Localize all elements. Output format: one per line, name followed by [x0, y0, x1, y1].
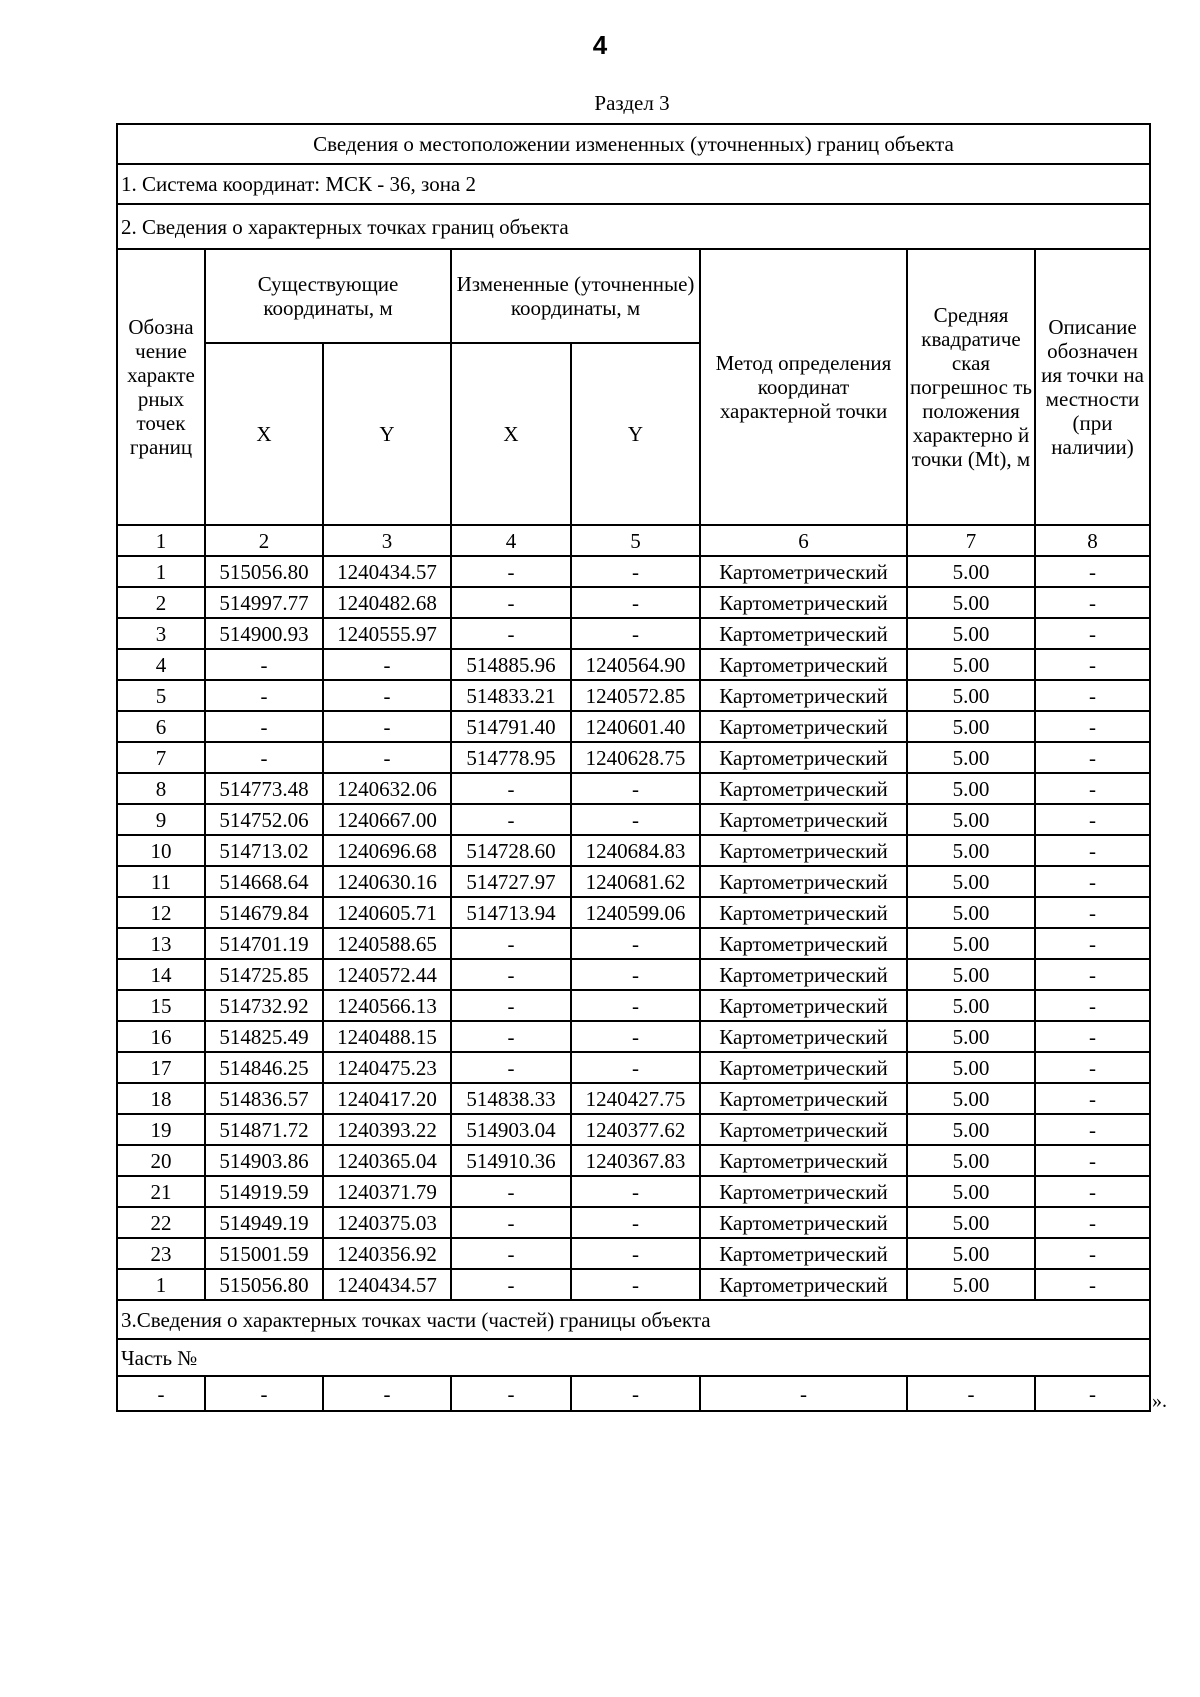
- point-number: 13: [117, 928, 205, 959]
- column-number: 1: [117, 525, 205, 556]
- changed-x: -: [451, 618, 571, 649]
- error-mt: 5.00: [907, 1114, 1035, 1145]
- changed-x: -: [451, 990, 571, 1021]
- existing-y: -: [323, 742, 451, 773]
- error-mt: 5.00: [907, 649, 1035, 680]
- existing-y: 1240365.04: [323, 1145, 451, 1176]
- method: Картометрический: [700, 742, 907, 773]
- existing-x: 514732.92: [205, 990, 323, 1021]
- changed-x: -: [451, 928, 571, 959]
- boundary-table: [116, 123, 1151, 1412]
- existing-y: 1240630.16: [323, 866, 451, 897]
- error-mt: 5.00: [907, 866, 1035, 897]
- point-number: 2: [117, 587, 205, 618]
- empty-part-row: [117, 1376, 1150, 1411]
- point-number: 5: [117, 680, 205, 711]
- changed-y: 1240572.85: [571, 680, 700, 711]
- changed-y: 1240427.75: [571, 1083, 700, 1114]
- existing-x: -: [205, 711, 323, 742]
- point-number: 12: [117, 897, 205, 928]
- table-row: [117, 649, 1150, 680]
- method: Картометрический: [700, 1114, 907, 1145]
- existing-x: 514725.85: [205, 959, 323, 990]
- existing-x: 515001.59: [205, 1238, 323, 1269]
- error-mt: 5.00: [907, 1176, 1035, 1207]
- changed-y: 1240684.83: [571, 835, 700, 866]
- error-mt: 5.00: [907, 897, 1035, 928]
- method: Картометрический: [700, 1083, 907, 1114]
- changed-x: 514727.97: [451, 866, 571, 897]
- error-mt: 5.00: [907, 1238, 1035, 1269]
- changed-y: -: [571, 1238, 700, 1269]
- empty-cell: -: [451, 1376, 571, 1411]
- changed-x: -: [451, 1269, 571, 1300]
- existing-x: -: [205, 680, 323, 711]
- point-number: 4: [117, 649, 205, 680]
- changed-y: -: [571, 1021, 700, 1052]
- description: -: [1035, 1021, 1150, 1052]
- existing-y: 1240588.65: [323, 928, 451, 959]
- point-number: 19: [117, 1114, 205, 1145]
- error-mt: 5.00: [907, 711, 1035, 742]
- changed-y: 1240599.06: [571, 897, 700, 928]
- table-row: [117, 928, 1150, 959]
- empty-cell: -: [205, 1376, 323, 1411]
- header-designation: Обозна чение характе рных точек границ: [117, 249, 205, 525]
- table-title: Сведения о местоположении измененных (уточненных) границ объекта: [117, 124, 1150, 164]
- points-heading: 2. Сведения о характерных точках границ объекта: [117, 204, 1150, 249]
- error-mt: 5.00: [907, 804, 1035, 835]
- point-number: 8: [117, 773, 205, 804]
- point-number: 16: [117, 1021, 205, 1052]
- point-number: 22: [117, 1207, 205, 1238]
- description: -: [1035, 1176, 1150, 1207]
- existing-x: 514668.64: [205, 866, 323, 897]
- description: -: [1035, 1238, 1150, 1269]
- changed-x: -: [451, 587, 571, 618]
- existing-x: 514919.59: [205, 1176, 323, 1207]
- changed-y: -: [571, 959, 700, 990]
- description: -: [1035, 1052, 1150, 1083]
- changed-y: -: [571, 556, 700, 587]
- existing-x: 514679.84: [205, 897, 323, 928]
- changed-y: -: [571, 773, 700, 804]
- error-mt: 5.00: [907, 618, 1035, 649]
- method: Картометрический: [700, 1176, 907, 1207]
- method: Картометрический: [700, 928, 907, 959]
- table-row: [117, 556, 1150, 587]
- changed-y: -: [571, 1207, 700, 1238]
- method: Картометрический: [700, 680, 907, 711]
- method: Картометрический: [700, 649, 907, 680]
- changed-x: -: [451, 1052, 571, 1083]
- changed-x: -: [451, 1207, 571, 1238]
- existing-y: 1240475.23: [323, 1052, 451, 1083]
- column-number-row: [117, 525, 1150, 556]
- existing-y: 1240566.13: [323, 990, 451, 1021]
- changed-y: -: [571, 928, 700, 959]
- changed-y: -: [571, 1269, 700, 1300]
- method: Картометрический: [700, 897, 907, 928]
- point-number: 1: [117, 556, 205, 587]
- parts-heading: 3.Сведения о характерных точках части (частей) границы объекта: [117, 1300, 1150, 1339]
- table-row: [117, 618, 1150, 649]
- existing-y: -: [323, 711, 451, 742]
- existing-x: 514903.86: [205, 1145, 323, 1176]
- changed-x: -: [451, 556, 571, 587]
- changed-x: -: [451, 1238, 571, 1269]
- closing-mark: ».: [1152, 1390, 1167, 1412]
- error-mt: 5.00: [907, 835, 1035, 866]
- table-row: [117, 1207, 1150, 1238]
- existing-y: 1240488.15: [323, 1021, 451, 1052]
- description: -: [1035, 897, 1150, 928]
- description: -: [1035, 773, 1150, 804]
- header-error: Средняя квадратиче ская погрешнос ть положения характерно й точки (Mt), м: [907, 249, 1035, 525]
- existing-y: 1240356.92: [323, 1238, 451, 1269]
- existing-y: 1240434.57: [323, 1269, 451, 1300]
- changed-x: -: [451, 804, 571, 835]
- method: Картометрический: [700, 866, 907, 897]
- column-number: 7: [907, 525, 1035, 556]
- table-row: [117, 773, 1150, 804]
- error-mt: 5.00: [907, 959, 1035, 990]
- description: -: [1035, 742, 1150, 773]
- section-label: Раздел 3: [594, 91, 670, 115]
- header-changed-y: Y: [571, 343, 700, 525]
- method: Картометрический: [700, 835, 907, 866]
- description: -: [1035, 959, 1150, 990]
- error-mt: 5.00: [907, 556, 1035, 587]
- method: Картометрический: [700, 773, 907, 804]
- column-number: 5: [571, 525, 700, 556]
- method: Картометрический: [700, 1052, 907, 1083]
- changed-y: 1240681.62: [571, 866, 700, 897]
- existing-y: 1240605.71: [323, 897, 451, 928]
- column-number: 4: [451, 525, 571, 556]
- empty-cell: -: [1035, 1376, 1150, 1411]
- changed-x: -: [451, 773, 571, 804]
- changed-y: -: [571, 990, 700, 1021]
- error-mt: 5.00: [907, 587, 1035, 618]
- changed-x: 514903.04: [451, 1114, 571, 1145]
- description: -: [1035, 680, 1150, 711]
- changed-y: -: [571, 618, 700, 649]
- description: -: [1035, 804, 1150, 835]
- existing-y: 1240572.44: [323, 959, 451, 990]
- point-number: 3: [117, 618, 205, 649]
- existing-x: 514949.19: [205, 1207, 323, 1238]
- changed-y: -: [571, 1176, 700, 1207]
- coordinate-system: 1. Система координат: МСК - 36, зона 2: [117, 164, 1150, 204]
- error-mt: 5.00: [907, 1269, 1035, 1300]
- error-mt: 5.00: [907, 1083, 1035, 1114]
- method: Картометрический: [700, 1238, 907, 1269]
- changed-y: -: [571, 1052, 700, 1083]
- table-row: [117, 1176, 1150, 1207]
- description: -: [1035, 711, 1150, 742]
- existing-x: 514871.72: [205, 1114, 323, 1145]
- table-row: [117, 804, 1150, 835]
- existing-x: -: [205, 742, 323, 773]
- changed-x: 514791.40: [451, 711, 571, 742]
- table-row: [117, 897, 1150, 928]
- page-number: 4: [592, 30, 608, 60]
- description: -: [1035, 1269, 1150, 1300]
- existing-y: 1240375.03: [323, 1207, 451, 1238]
- table-row: [117, 1052, 1150, 1083]
- existing-x: 514752.06: [205, 804, 323, 835]
- existing-y: 1240371.79: [323, 1176, 451, 1207]
- error-mt: 5.00: [907, 680, 1035, 711]
- method: Картометрический: [700, 711, 907, 742]
- changed-y: 1240377.62: [571, 1114, 700, 1145]
- column-number: 6: [700, 525, 907, 556]
- point-number: 14: [117, 959, 205, 990]
- header-method: Метод определения координат характерной точки: [700, 249, 907, 525]
- existing-x: -: [205, 649, 323, 680]
- existing-y: 1240434.57: [323, 556, 451, 587]
- header-existing-x: X: [205, 343, 323, 525]
- changed-x: 514833.21: [451, 680, 571, 711]
- point-number: 18: [117, 1083, 205, 1114]
- empty-cell: -: [907, 1376, 1035, 1411]
- existing-y: -: [323, 649, 451, 680]
- table-row: [117, 1114, 1150, 1145]
- point-number: 7: [117, 742, 205, 773]
- method: Картометрический: [700, 556, 907, 587]
- point-number: 15: [117, 990, 205, 1021]
- table-row: [117, 1083, 1150, 1114]
- description: -: [1035, 649, 1150, 680]
- point-number: 23: [117, 1238, 205, 1269]
- description: -: [1035, 556, 1150, 587]
- existing-y: -: [323, 680, 451, 711]
- method: Картометрический: [700, 959, 907, 990]
- description: -: [1035, 866, 1150, 897]
- existing-y: 1240696.68: [323, 835, 451, 866]
- changed-x: 514728.60: [451, 835, 571, 866]
- existing-y: 1240417.20: [323, 1083, 451, 1114]
- changed-y: -: [571, 587, 700, 618]
- header-changed-coordinates: Измененные (уточненные) координаты, м: [451, 249, 700, 343]
- method: Картометрический: [700, 1269, 907, 1300]
- changed-y: 1240564.90: [571, 649, 700, 680]
- changed-y: -: [571, 804, 700, 835]
- method: Картометрический: [700, 990, 907, 1021]
- point-number: 11: [117, 866, 205, 897]
- changed-x: -: [451, 959, 571, 990]
- table-row: [117, 1238, 1150, 1269]
- part-number-label: Часть №: [117, 1339, 1150, 1376]
- description: -: [1035, 1083, 1150, 1114]
- method: Картометрический: [700, 618, 907, 649]
- empty-cell: -: [117, 1376, 205, 1411]
- existing-x: 514836.57: [205, 1083, 323, 1114]
- error-mt: 5.00: [907, 1021, 1035, 1052]
- changed-x: 514778.95: [451, 742, 571, 773]
- existing-x: 514997.77: [205, 587, 323, 618]
- column-number: 3: [323, 525, 451, 556]
- error-mt: 5.00: [907, 742, 1035, 773]
- existing-y: 1240555.97: [323, 618, 451, 649]
- changed-x: 514838.33: [451, 1083, 571, 1114]
- header-changed-x: X: [451, 343, 571, 525]
- existing-x: 514773.48: [205, 773, 323, 804]
- point-number: 17: [117, 1052, 205, 1083]
- existing-y: 1240482.68: [323, 587, 451, 618]
- method: Картометрический: [700, 804, 907, 835]
- description: -: [1035, 618, 1150, 649]
- changed-x: 514910.36: [451, 1145, 571, 1176]
- description: -: [1035, 587, 1150, 618]
- table-row: [117, 587, 1150, 618]
- column-number: 2: [205, 525, 323, 556]
- method: Картометрический: [700, 587, 907, 618]
- empty-cell: -: [700, 1376, 907, 1411]
- table-row: [117, 1021, 1150, 1052]
- error-mt: 5.00: [907, 1207, 1035, 1238]
- existing-x: 514713.02: [205, 835, 323, 866]
- existing-y: 1240632.06: [323, 773, 451, 804]
- error-mt: 5.00: [907, 1145, 1035, 1176]
- point-number: 6: [117, 711, 205, 742]
- changed-x: 514885.96: [451, 649, 571, 680]
- table-row: [117, 680, 1150, 711]
- table-row: [117, 866, 1150, 897]
- error-mt: 5.00: [907, 1052, 1035, 1083]
- table-row: [117, 1145, 1150, 1176]
- changed-x: 514713.94: [451, 897, 571, 928]
- point-number: 1: [117, 1269, 205, 1300]
- point-number: 10: [117, 835, 205, 866]
- header-existing-coordinates: Существующие координаты, м: [205, 249, 451, 343]
- error-mt: 5.00: [907, 928, 1035, 959]
- existing-y: 1240667.00: [323, 804, 451, 835]
- point-number: 20: [117, 1145, 205, 1176]
- table-row: [117, 835, 1150, 866]
- header-description: Описание обозначен ия точки на местности (при наличии): [1035, 249, 1150, 525]
- description: -: [1035, 928, 1150, 959]
- existing-x: 514701.19: [205, 928, 323, 959]
- point-number: 21: [117, 1176, 205, 1207]
- changed-x: -: [451, 1021, 571, 1052]
- description: -: [1035, 1207, 1150, 1238]
- method: Картометрический: [700, 1207, 907, 1238]
- method: Картометрический: [700, 1021, 907, 1052]
- changed-y: 1240601.40: [571, 711, 700, 742]
- point-number: 9: [117, 804, 205, 835]
- existing-x: 514846.25: [205, 1052, 323, 1083]
- changed-y: 1240367.83: [571, 1145, 700, 1176]
- column-number: 8: [1035, 525, 1150, 556]
- table-row: [117, 990, 1150, 1021]
- header-existing-y: Y: [323, 343, 451, 525]
- changed-y: 1240628.75: [571, 742, 700, 773]
- existing-x: 514900.93: [205, 618, 323, 649]
- description: -: [1035, 1145, 1150, 1176]
- table-row: [117, 742, 1150, 773]
- error-mt: 5.00: [907, 990, 1035, 1021]
- empty-cell: -: [323, 1376, 451, 1411]
- existing-x: 515056.80: [205, 1269, 323, 1300]
- table-row: [117, 959, 1150, 990]
- method: Картометрический: [700, 1145, 907, 1176]
- table-row: [117, 711, 1150, 742]
- description: -: [1035, 835, 1150, 866]
- existing-y: 1240393.22: [323, 1114, 451, 1145]
- description: -: [1035, 990, 1150, 1021]
- empty-cell: -: [571, 1376, 700, 1411]
- existing-x: 515056.80: [205, 556, 323, 587]
- error-mt: 5.00: [907, 773, 1035, 804]
- changed-x: -: [451, 1176, 571, 1207]
- existing-x: 514825.49: [205, 1021, 323, 1052]
- table-row: [117, 1269, 1150, 1300]
- description: -: [1035, 1114, 1150, 1145]
